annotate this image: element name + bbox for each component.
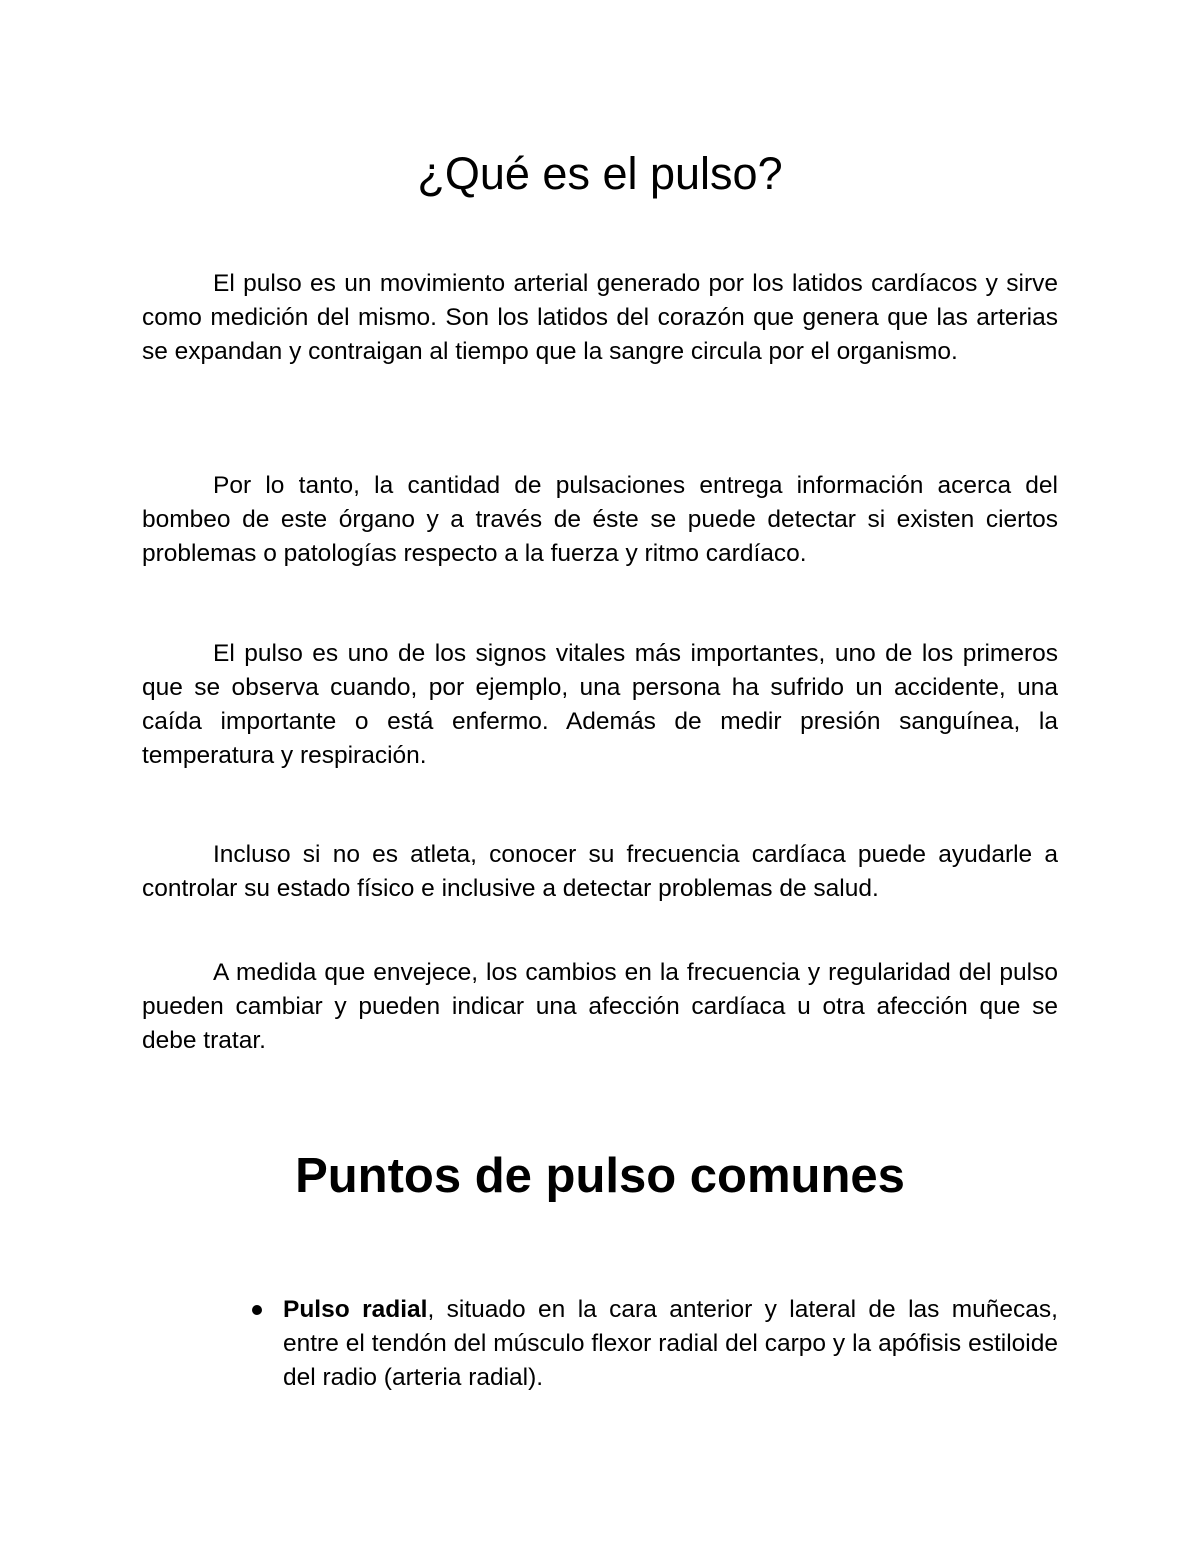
bullet-text: , situado en la cara anterior y lateral de las muñecas, entre el tendón del músculo flexor radial del carpo y la apófisis estiloide del radio (arteria radial). xyxy=(283,1296,1058,1391)
page-title: ¿Qué es el pulso? xyxy=(417,148,783,199)
paragraph-definition: El pulso es un movimiento arterial generado por los latidos cardíacos y sirve como medición del mismo. Son los latidos del corazón que genera que las arterias se expandan y contraigan al tiempo que la sangre circula por el organismo. xyxy=(142,270,1058,365)
list-item xyxy=(142,1293,1058,1395)
paragraph-aging: A medida que envejece, los cambios en la frecuencia y regularidad del pulso pueden cambiar y pueden indicar una afección cardíaca u otra afección que se debe tratar. xyxy=(142,959,1058,1054)
pulse-points-list xyxy=(142,1293,1058,1395)
section-title: Puntos de pulso comunes xyxy=(295,1149,905,1203)
paragraph-information: Por lo tanto, la cantidad de pulsaciones entrega información acerca del bombeo de este órgano y a través de éste se puede detectar si existen ciertos problemas o patologías respecto a la fuerza y ritmo cardíaco. xyxy=(142,472,1058,567)
paragraph-vital-signs: El pulso es uno de los signos vitales más importantes, uno de los primeros que se observa cuando, por ejemplo, una persona ha sufrido un accidente, una caída importante o está enfermo. Además de medir presión sanguínea, la temperatura y respiración. xyxy=(142,640,1058,769)
paragraph-athlete: Incluso si no es atleta, conocer su frecuencia cardíaca puede ayudarle a controlar su estado físico e inclusive a detectar problemas de salud. xyxy=(142,841,1058,902)
bullet-term: Pulso radial xyxy=(283,1296,428,1323)
bullet-icon xyxy=(252,1305,262,1315)
